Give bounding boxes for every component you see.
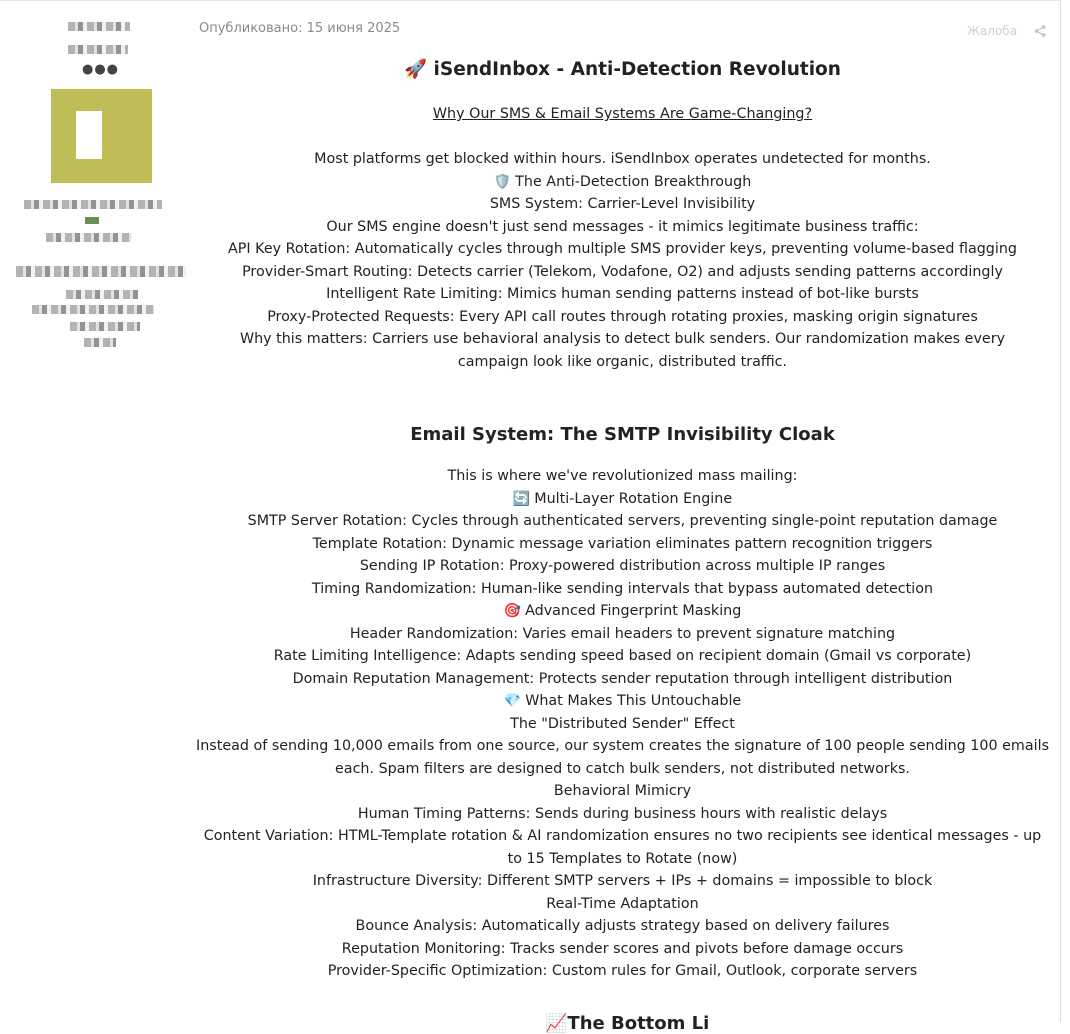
text-line: Sending IP Rotation: Proxy-powered distribution across multiple IP ranges <box>359 558 886 574</box>
next-section-heading-partial <box>545 1013 709 1034</box>
rocket-icon: 🚀 <box>404 59 428 80</box>
text-line: Bounce Analysis: Automatically adjusts strategy based on delivery failures <box>355 918 890 934</box>
text-line: Provider-Specific Optimization: Custom rules for Gmail, Outlook, corporate servers <box>327 963 918 979</box>
author-info-blurred <box>70 322 140 331</box>
post-title-text: iSendInbox - Anti-Detection Revolution <box>433 59 841 80</box>
section-heading-text: What Makes This Untouchable <box>525 693 742 709</box>
text-line: Timing Randomization: Human-like sending intervals that bypass automated detection <box>311 580 934 597</box>
author-info-blurred <box>66 290 138 299</box>
author-info-blurred <box>24 200 162 209</box>
post-date[interactable]: Опубликовано: 15 июня 2025 <box>199 21 401 36</box>
author-name-blurred[interactable] <box>68 22 130 31</box>
text-line: Template Rotation: Dynamic message variation eliminates pattern recognition triggers <box>312 535 933 552</box>
text-line: Provider-Smart Routing: Detects carrier (Telekom, Vodafone, O2) and adjusts sending patterns accordingly <box>242 263 1003 280</box>
text-line: SMS System: Carrier-Level Invisibility <box>489 196 756 212</box>
target-icon: 🎯 <box>503 603 522 619</box>
gem-icon: 💎 <box>503 693 522 709</box>
frame-right-border <box>1060 0 1061 1022</box>
post-title <box>195 56 1050 84</box>
avatar-glyph <box>76 111 102 159</box>
text-line: Reputation Monitoring: Tracks sender scores and pivots before damage occurs <box>341 940 904 957</box>
section-heading-text: The Bottom Li <box>567 1013 710 1034</box>
text-line: Behavioral Mimicry <box>553 783 692 799</box>
section-heading-fingerprint <box>195 600 1050 623</box>
author-info-blurred <box>46 233 131 242</box>
section-heading-rotation <box>195 488 1050 511</box>
author-panel <box>0 0 190 1022</box>
section-heading-text: The Anti-Detection Breakthrough <box>515 173 752 190</box>
text-line: Our SMS engine doesn't just send messages - it mimics legitimate business traffic: <box>326 218 919 235</box>
section-heading-text: Advanced Fingerprint Masking <box>525 603 742 619</box>
rotation-icon: 🔄 <box>512 490 531 507</box>
section-heading-anti-detection <box>195 171 1050 194</box>
text-line: Intelligent Rate Limiting: Mimics human sending patterns instead of bot-like bursts <box>326 286 919 302</box>
author-info-blurred <box>16 266 186 277</box>
online-status-dots-icon: ●●● <box>82 62 120 77</box>
text-line: Rate Limiting Intelligence: Adapts sending speed based on recipient domain (Gmail vs corporate) <box>273 648 972 664</box>
text-line: Header Randomization: Varies email headers to prevent signature matching <box>349 625 896 642</box>
text-line: Human Timing Patterns: Sends during business hours with realistic delays <box>357 805 888 822</box>
text-line: Instead of sending 10,000 emails from one source, our system creates the signature of 100 people sending 100 emails each. Spam filters are designed to catch bulk senders, not distributed networks. <box>195 738 1050 777</box>
text-line: Real-Time Adaptation <box>546 895 699 912</box>
email-section-title: Email System: The SMTP Invisibility Cloak <box>410 424 835 445</box>
avatar[interactable] <box>51 89 152 183</box>
section-heading-text: Multi-Layer Rotation Engine <box>534 490 733 507</box>
spacer <box>195 373 1050 421</box>
text-line: Content Variation: HTML-Template rotation & AI randomization ensures no two recipients see identical messages - up to 15 Templates to Rotate (now) <box>203 828 1042 867</box>
text-line: Why this matters: Carriers use behavioral analysis to detect bulk senders. Our randomization makes every campaign look like organic, distributed traffic. <box>239 331 1006 370</box>
post-content <box>195 56 1050 983</box>
share-icon[interactable] <box>1033 24 1047 38</box>
author-info-blurred <box>32 305 154 314</box>
text-line: Proxy-Protected Requests: Every API call routes through rotating proxies, masking origin signatures <box>267 308 978 325</box>
report-link[interactable]: Жалоба <box>967 24 1018 38</box>
text-line: Domain Reputation Management: Protects sender reputation through intelligent distribution <box>292 670 953 687</box>
chart-up-icon: 📈 <box>545 1013 568 1034</box>
text-line: The "Distributed Sender" Effect <box>510 715 735 732</box>
author-title-blurred <box>68 45 128 54</box>
shield-icon: 🛡️ <box>493 173 512 190</box>
author-info-blurred <box>84 338 116 347</box>
post-subtitle: Why Our SMS & Email Systems Are Game-Changing? <box>432 106 813 122</box>
text-line: API Key Rotation: Automatically cycles through multiple SMS provider keys, preventing volume-based flagging <box>228 241 1017 257</box>
text-line: SMTP Server Rotation: Cycles through authenticated servers, preventing single-point reputation damage <box>247 513 998 529</box>
post-intro: Most platforms get blocked within hours. iSendInbox operates undetected for months. <box>314 151 931 167</box>
status-badge <box>85 217 99 224</box>
section-heading-untouchable <box>195 690 1050 713</box>
text-line: Infrastructure Diversity: Different SMTP servers + IPs + domains = impossible to block <box>312 873 933 889</box>
text-line: This is where we've revolutionized mass mailing: <box>447 468 798 484</box>
